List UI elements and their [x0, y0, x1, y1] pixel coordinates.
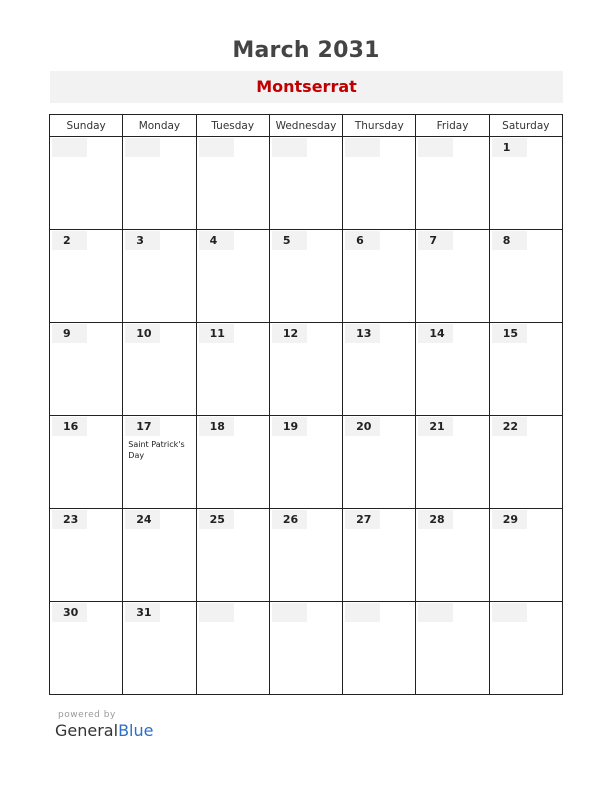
day-cell — [123, 137, 196, 230]
day-cell — [489, 323, 562, 416]
day-cell — [269, 230, 342, 323]
weekday-header: Wednesday — [269, 115, 342, 137]
week-row — [50, 602, 563, 695]
weekday-header: Sunday — [50, 115, 123, 137]
day-cell — [416, 509, 489, 602]
empty-day-marker — [272, 138, 307, 157]
brand-general-text: General — [55, 721, 119, 740]
day-cell — [196, 323, 269, 416]
day-cell — [50, 416, 123, 509]
day-cell — [123, 602, 196, 695]
day-number: 20 — [345, 417, 380, 436]
day-number: 30 — [52, 603, 87, 622]
empty-day-marker — [199, 138, 234, 157]
day-number: 7 — [418, 231, 453, 250]
day-cell — [123, 230, 196, 323]
day-number: 27 — [345, 510, 380, 529]
calendar-grid — [49, 114, 563, 695]
day-number: 6 — [345, 231, 380, 250]
day-cell — [196, 137, 269, 230]
empty-day-marker — [272, 603, 307, 622]
day-cell — [50, 230, 123, 323]
day-cell — [489, 137, 562, 230]
day-number: 4 — [199, 231, 234, 250]
day-number: 11 — [199, 324, 234, 343]
week-row — [50, 416, 563, 509]
empty-day-marker — [345, 138, 380, 157]
weekday-header: Monday — [123, 115, 196, 137]
day-number: 5 — [272, 231, 307, 250]
day-number: 13 — [345, 324, 380, 343]
day-cell — [489, 509, 562, 602]
empty-day-marker — [52, 138, 87, 157]
weekday-header: Friday — [416, 115, 489, 137]
weekday-header: Saturday — [489, 115, 562, 137]
day-number: 28 — [418, 510, 453, 529]
weekday-header: Tuesday — [196, 115, 269, 137]
day-number: 17 — [125, 417, 160, 436]
day-number: 26 — [272, 510, 307, 529]
week-row — [50, 137, 563, 230]
day-cell — [196, 416, 269, 509]
empty-day-marker — [345, 603, 380, 622]
day-number: 21 — [418, 417, 453, 436]
day-cell — [416, 602, 489, 695]
day-cell — [269, 323, 342, 416]
day-number: 15 — [492, 324, 527, 343]
day-cell — [50, 137, 123, 230]
day-number: 24 — [125, 510, 160, 529]
day-cell — [50, 323, 123, 416]
week-row — [50, 509, 563, 602]
day-cell — [269, 509, 342, 602]
day-cell — [50, 602, 123, 695]
powered-by-text: powered by — [58, 710, 116, 720]
page-title: March 2031 — [232, 38, 380, 63]
day-number: 18 — [199, 417, 234, 436]
day-cell — [123, 509, 196, 602]
day-number: 1 — [492, 138, 527, 157]
day-cell — [489, 416, 562, 509]
day-cell — [343, 323, 416, 416]
day-number: 14 — [418, 324, 453, 343]
day-number: 2 — [52, 231, 87, 250]
day-cell — [416, 137, 489, 230]
country-name: Montserrat — [256, 77, 357, 96]
empty-day-marker — [418, 603, 453, 622]
week-row — [50, 230, 563, 323]
day-cell — [416, 323, 489, 416]
day-number: 31 — [125, 603, 160, 622]
day-number: 23 — [52, 510, 87, 529]
day-cell — [50, 509, 123, 602]
day-cell — [489, 230, 562, 323]
day-number: 29 — [492, 510, 527, 529]
brand-blue-text: Blue — [118, 721, 154, 740]
calendar-body — [50, 137, 563, 695]
day-cell — [269, 602, 342, 695]
weekday-header-row — [50, 115, 563, 137]
empty-day-marker — [199, 603, 234, 622]
empty-day-marker — [418, 138, 453, 157]
day-cell — [343, 509, 416, 602]
day-cell — [196, 509, 269, 602]
day-cell — [416, 230, 489, 323]
day-cell — [343, 602, 416, 695]
day-cell — [343, 230, 416, 323]
week-row — [50, 323, 563, 416]
day-number: 9 — [52, 324, 87, 343]
day-cell — [123, 416, 196, 509]
day-number: 16 — [52, 417, 87, 436]
empty-day-marker — [492, 603, 527, 622]
day-cell — [343, 137, 416, 230]
day-number: 19 — [272, 417, 307, 436]
day-number: 10 — [125, 324, 160, 343]
day-cell — [343, 416, 416, 509]
day-cell — [489, 602, 562, 695]
weekday-header: Thursday — [343, 115, 416, 137]
day-cell — [196, 602, 269, 695]
day-cell — [123, 323, 196, 416]
day-number: 8 — [492, 231, 527, 250]
day-cell — [196, 230, 269, 323]
day-number: 25 — [199, 510, 234, 529]
brand-logo — [55, 721, 153, 740]
day-cell — [416, 416, 489, 509]
day-number: 12 — [272, 324, 307, 343]
country-banner — [50, 71, 563, 103]
day-cell — [269, 137, 342, 230]
day-number: 22 — [492, 417, 527, 436]
empty-day-marker — [125, 138, 160, 157]
holiday-label: Saint Patrick's Day — [128, 440, 185, 460]
day-cell — [269, 416, 342, 509]
day-number: 3 — [125, 231, 160, 250]
